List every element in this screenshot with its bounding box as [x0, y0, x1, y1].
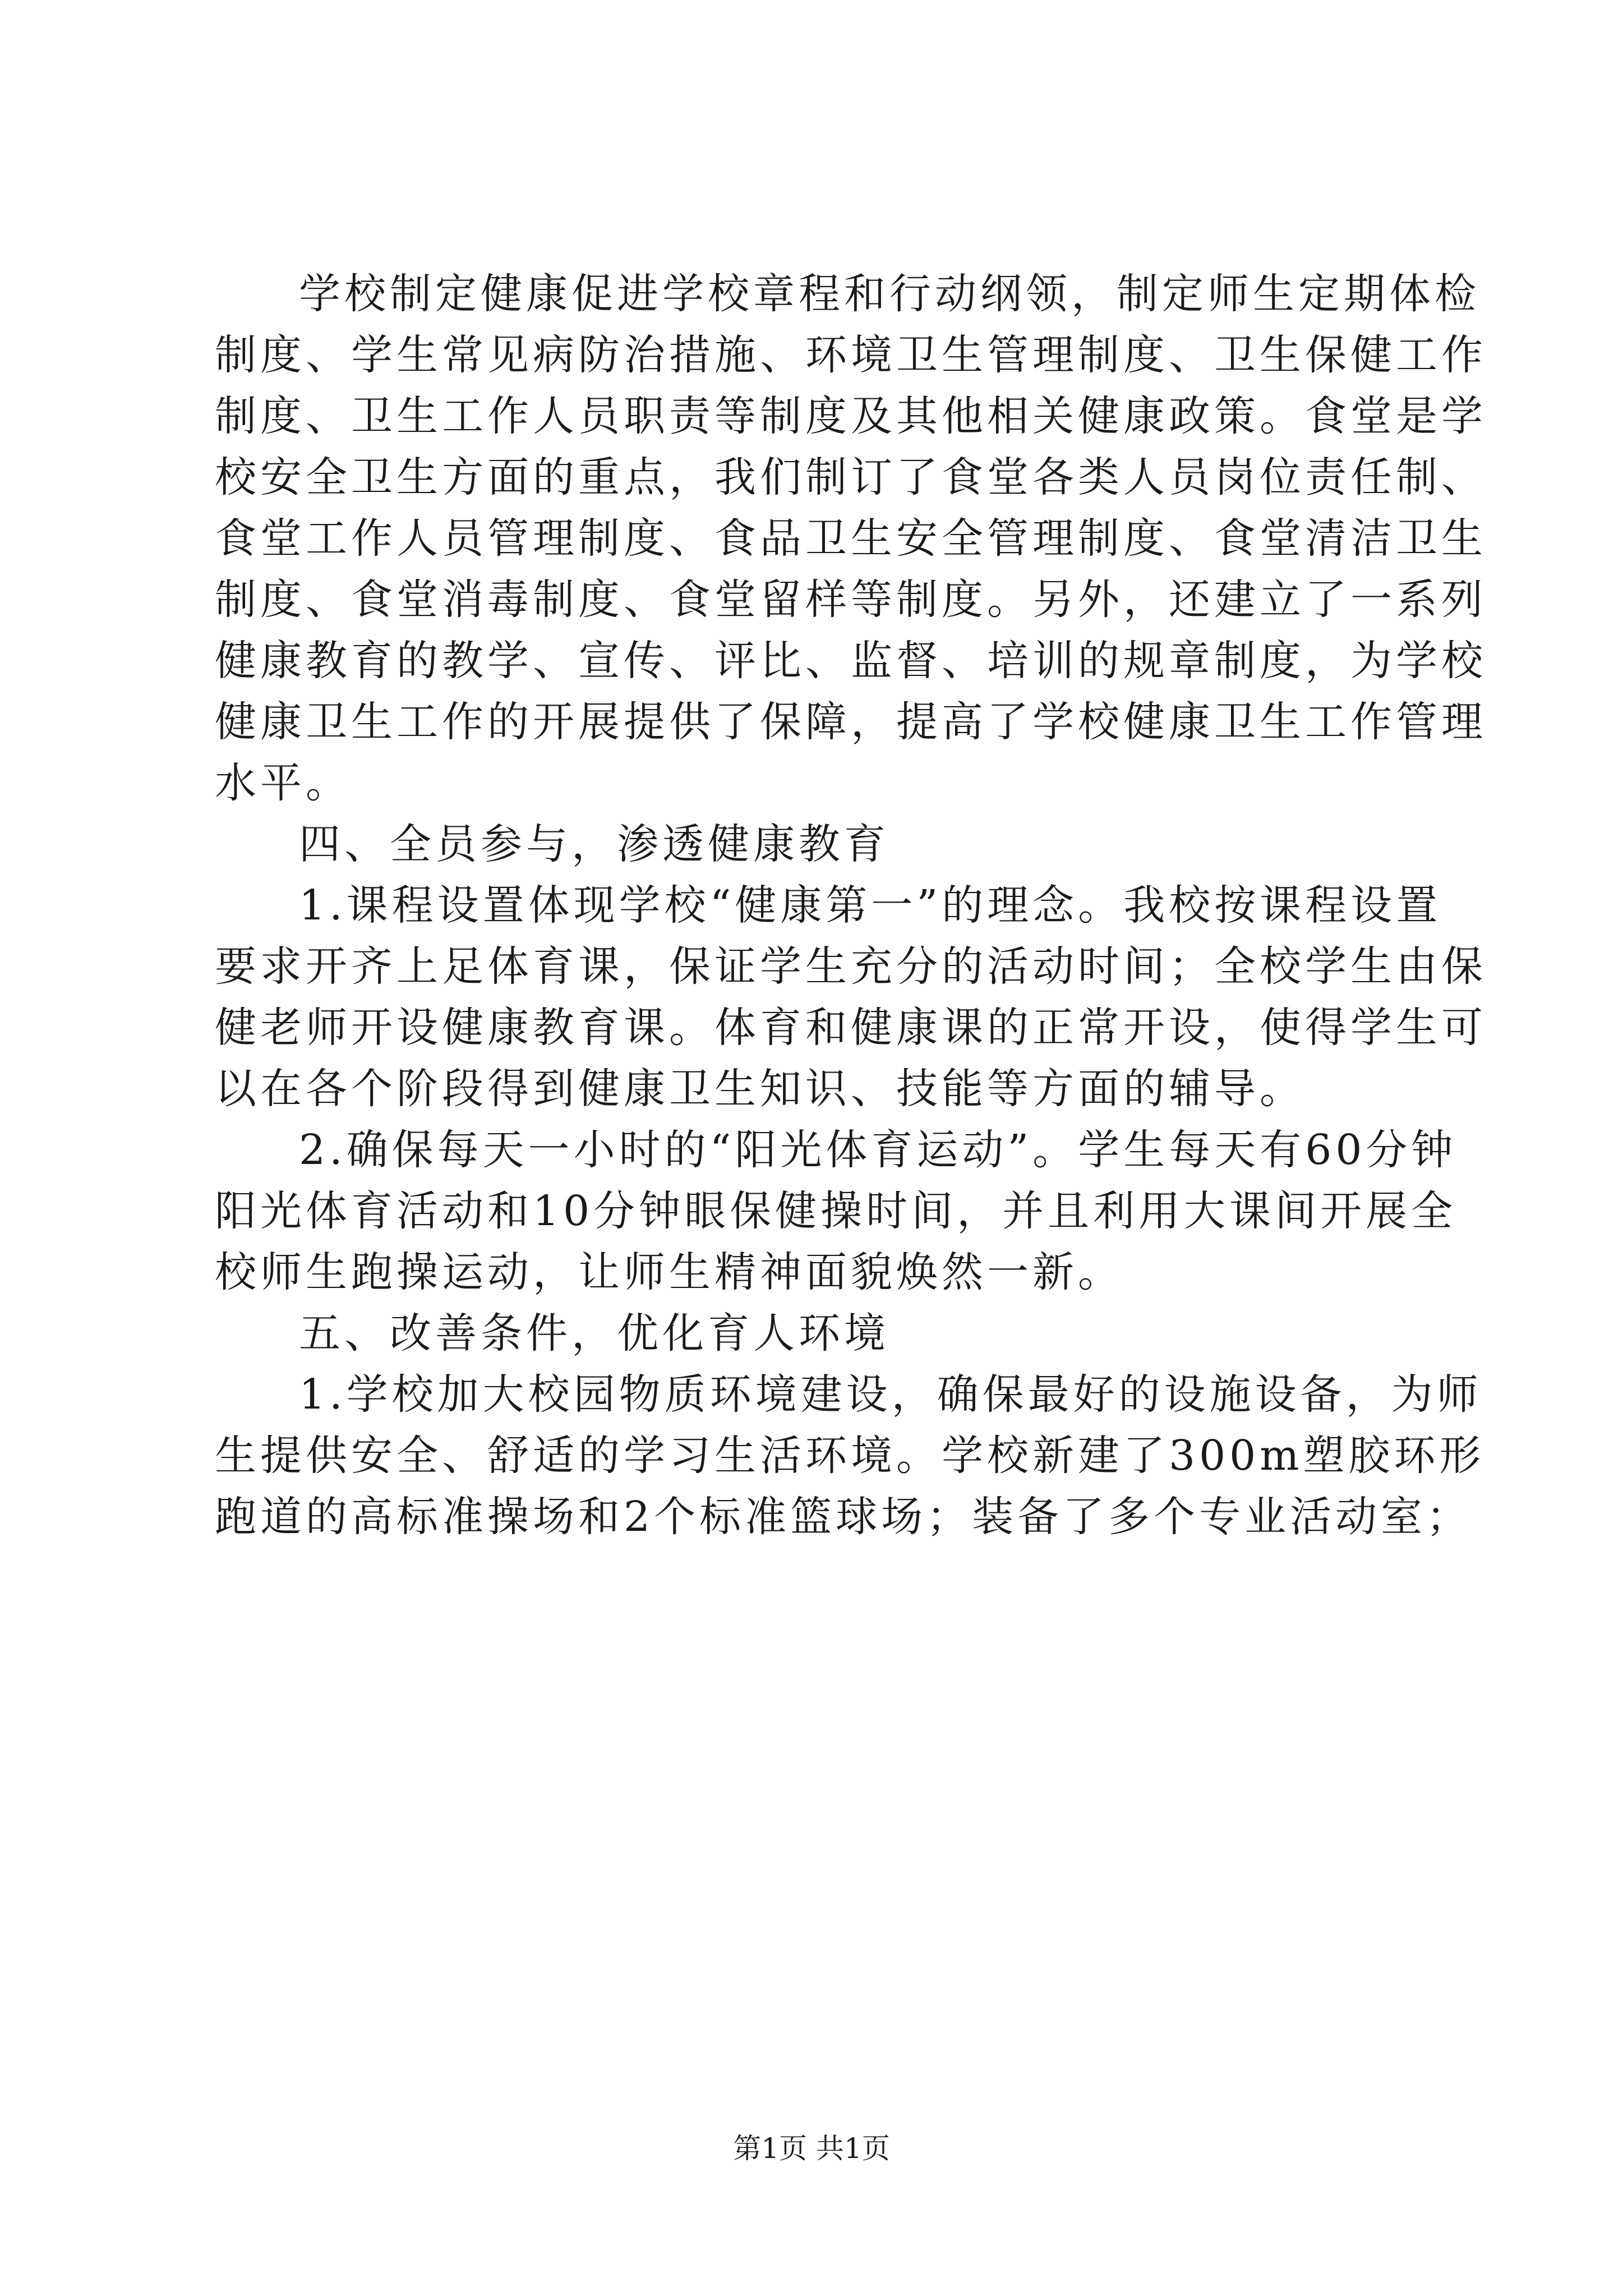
paragraph-line: 学校制定健康促进学校章程和行动纲领，制定师生定期体检	[299, 270, 1480, 318]
paragraph-line: 生提供安全、舒适的学习生活环境。学校新建了300m塑胶环形	[215, 1432, 1485, 1480]
page-number-footer: 第1页 共1页	[733, 2132, 890, 2165]
section-heading: 四、全员参与，渗透健康教育	[299, 820, 889, 868]
paragraph-line: 制度、食堂消毒制度、食堂留样等制度。另外，还建立了一系列	[215, 576, 1487, 624]
paragraph-line: 水平。	[215, 759, 351, 807]
paragraph-line: 校安全卫生方面的重点，我们制订了食堂各类人员岗位责任制、	[215, 453, 1487, 501]
paragraph-line: 2.确保每天一小时的“阳光体育运动”。学生每天有60分钟	[299, 1126, 1457, 1174]
paragraph-line: 跑道的高标准操场和2个标准篮球场；装备了多个专业活动室；	[215, 1493, 1472, 1541]
paragraph-line: 以在各个阶段得到健康卫生知识、技能等方面的辅导。	[215, 1065, 1305, 1113]
paragraph-line: 校师生跑操运动，让师生精神面貌焕然一新。	[215, 1248, 1123, 1296]
paragraph-line: 食堂工作人员管理制度、食品卫生安全管理制度、食堂清洁卫生	[215, 514, 1487, 563]
paragraph-line: 健老师开设健康教育课。体育和健康课的正常开设，使得学生可	[215, 1004, 1487, 1052]
paragraph-line: 1.学校加大校园物质环境建设，确保最好的设施设备，为师	[299, 1370, 1482, 1419]
paragraph-line: 制度、卫生工作人员职责等制度及其他相关健康政策。食堂是学	[215, 392, 1487, 440]
paragraph-line: 1.课程设置体现学校“健康第一”的理念。我校按课程设置	[299, 881, 1442, 930]
paragraph-line: 制度、学生常见病防治措施、环境卫生管理制度、卫生保健工作	[215, 331, 1487, 379]
section-heading: 五、改善条件，优化育人环境	[299, 1309, 889, 1358]
paragraph-line: 要求开齐上足体育课，保证学生充分的活动时间；全校学生由保	[215, 942, 1487, 991]
paragraph-line: 健康教育的教学、宣传、评比、监督、培训的规章制度，为学校	[215, 637, 1487, 685]
document-body	[215, 264, 1487, 1548]
paragraph-line: 阳光体育活动和10分钟眼保健操时间，并且利用大课间开展全	[215, 1187, 1457, 1235]
paragraph-line: 健康卫生工作的开展提供了保障，提高了学校健康卫生工作管理	[215, 698, 1487, 746]
